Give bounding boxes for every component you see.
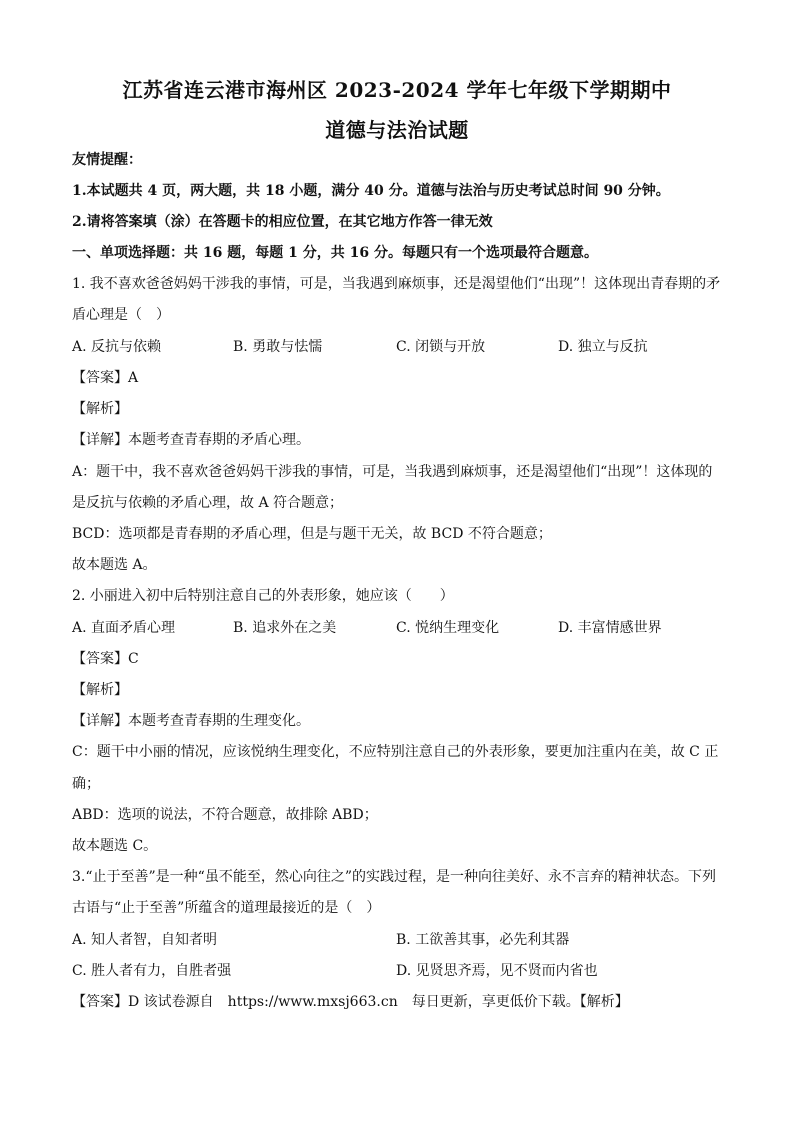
q1-explanation-line-3: BCD：选项都是青春期的矛盾心理，但是与题干无关，故 BCD 不符合题意；	[72, 526, 552, 542]
q1-option-d: D. 独立与反抗	[558, 339, 648, 355]
q1-answer: 【答案】A	[72, 370, 139, 386]
q1-explanation-line-1: A：题干中，我不喜欢爸爸妈妈干涉我的事情，可是，当我遇到麻烦事，还是渴望他们“出现”！这体现的	[72, 464, 713, 480]
q3-option-b: B. 工欲善其事，必先利其器	[396, 932, 570, 948]
section-heading: 一、单项选择题：共 16 题，每题 1 分，共 16 分。每题只有一个选项最符合题意。	[72, 245, 598, 261]
q2-conclusion: 故本题选 C。	[72, 838, 158, 854]
q2-option-c: C. 悦纳生理变化	[396, 620, 500, 636]
q3-stem-line-1: 3.“止于至善”是一种“虽不能至，然心向往之”的实践过程，是一种向往美好、永不言弃的精神状态。下列	[72, 869, 716, 885]
document-title-line-2: 道德与法治试题	[325, 118, 469, 142]
q2-option-a: A. 直面矛盾心理	[72, 620, 176, 636]
q2-option-d: D. 丰富情感世界	[558, 620, 662, 636]
q2-explanation-line-1: C：题干中小丽的情况，应该悦纳生理变化，不应特别注意自己的外表形象，要更加注重内在美，故 C 正	[72, 744, 719, 760]
q3-option-a: A. 知人者智，自知者明	[72, 932, 218, 948]
q2-detail: 【详解】本题考查青春期的生理变化。	[72, 713, 310, 729]
q2-analysis-label: 【解析】	[72, 682, 128, 698]
q2-stem: 2. 小丽进入初中后特别注意自己的外表形象，她应该（ ）	[72, 588, 454, 604]
q2-explanation-line-3: ABD：选项的说法，不符合题意，故排除 ABD；	[72, 807, 378, 823]
q1-option-b: B. 勇敢与怯懦	[233, 339, 323, 355]
q1-stem-line-1: 1. 我不喜欢爸爸妈妈干涉我的事情，可是，当我遇到麻烦事，还是渴望他们“出现”！这体现出青春期的矛	[72, 276, 721, 292]
q1-stem-line-2: 盾心理是（ ）	[72, 307, 170, 323]
q1-option-c: C. 闭锁与开放	[396, 339, 486, 355]
q3-stem-line-2: 古语与“止于至善”所蕴含的道理最接近的是（ ）	[72, 900, 381, 916]
q1-analysis-label: 【解析】	[72, 401, 128, 417]
q3-answer-line: 【答案】D 该试卷源自 https://www.mxsj663.cn 每日更新，享更低价下载。【解析】	[72, 994, 629, 1010]
q3-option-d: D. 见贤思齐焉，见不贤而内省也	[396, 963, 598, 979]
reminder-item-2: 2.请将答案填（涂）在答题卡的相应位置，在其它地方作答一律无效	[72, 214, 493, 230]
q1-conclusion: 故本题选 A。	[72, 557, 157, 573]
q1-option-a: A. 反抗与依赖	[72, 339, 162, 355]
q3-option-c: C. 胜人者有力，自胜者强	[72, 963, 232, 979]
q2-answer: 【答案】C	[72, 651, 139, 667]
q2-option-b: B. 追求外在之美	[233, 620, 337, 636]
q2-explanation-line-2: 确；	[72, 776, 100, 792]
q1-detail: 【详解】本题考查青春期的矛盾心理。	[72, 432, 310, 448]
reminder-item-1: 1.本试题共 4 页，两大题，共 18 小题，满分 40 分。道德与法治与历史考试总时间 90 分钟。	[72, 183, 670, 199]
q1-explanation-line-2: 是反抗与依赖的矛盾心理，故 A 符合题意；	[72, 495, 344, 511]
reminder-heading: 友情提醒：	[72, 152, 142, 168]
document-title-line-1: 江苏省连云港市海州区 2023-2024 学年七年级下学期期中	[122, 78, 672, 102]
